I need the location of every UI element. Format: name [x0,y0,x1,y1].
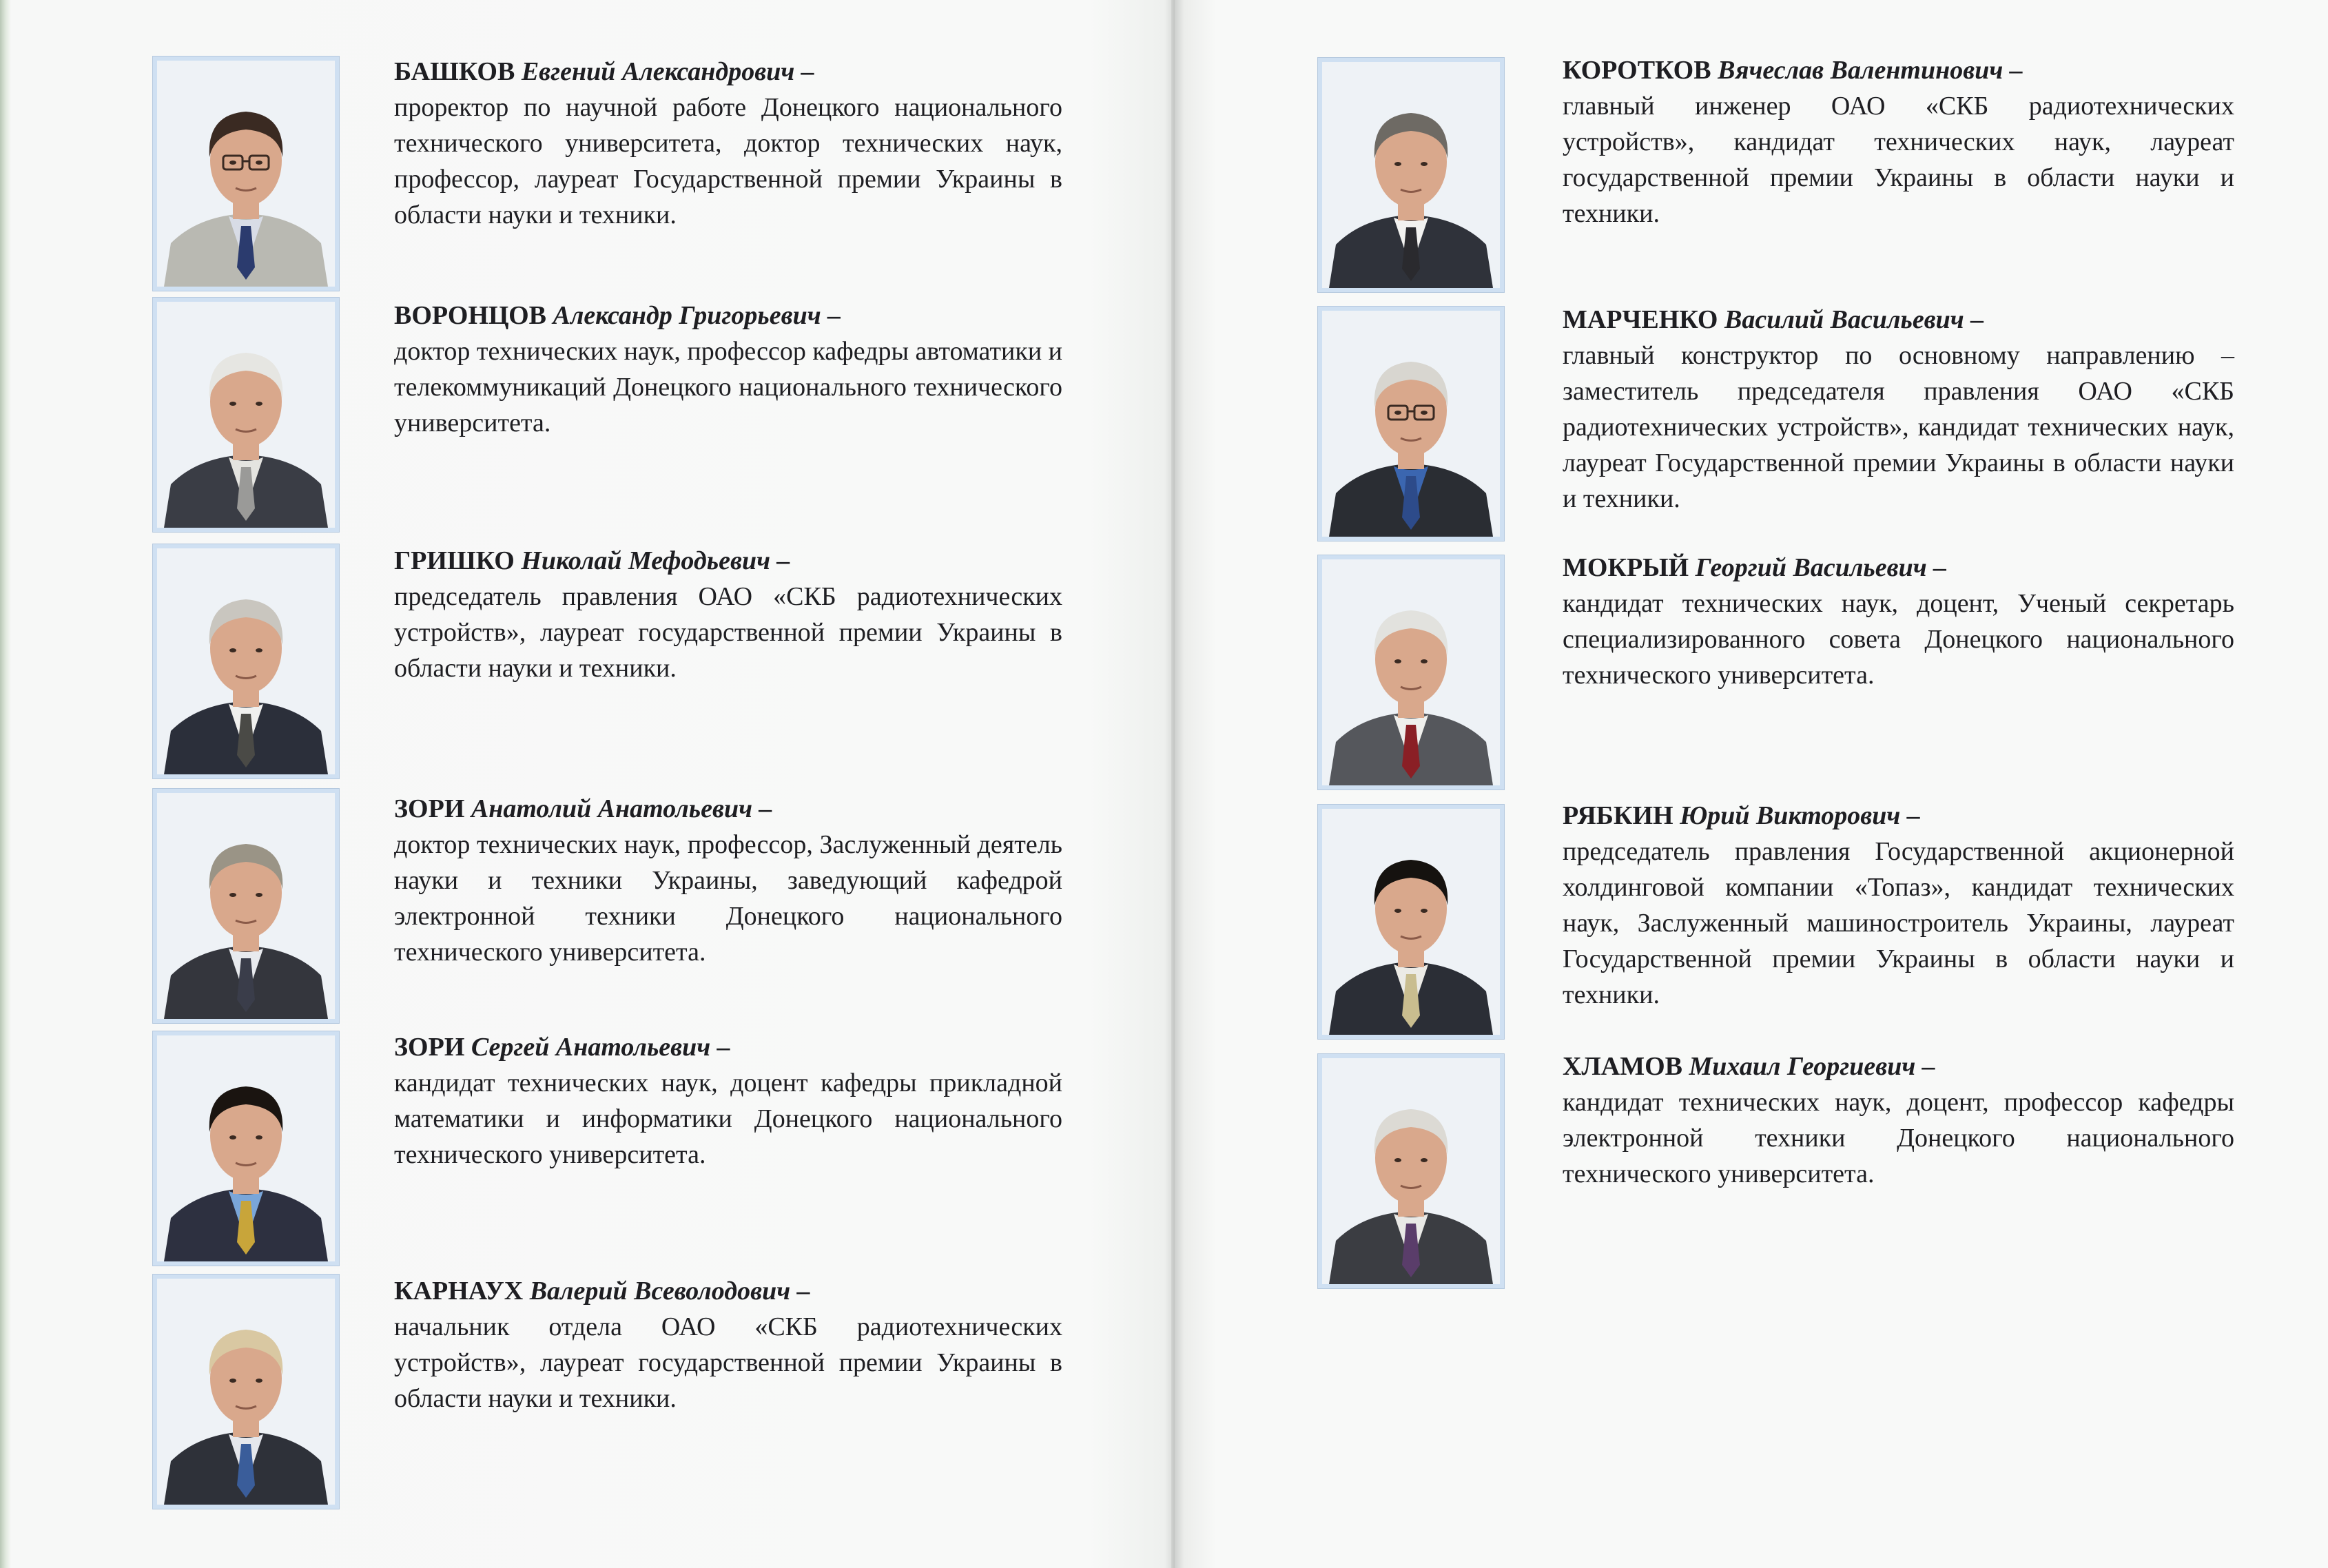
person-text [1563,798,2234,1013]
person-given-name: Евгений Александрович – [521,57,814,86]
portrait-photo [1318,555,1504,790]
eye-shape [1394,1158,1401,1162]
eye-shape [1394,659,1401,663]
portrait-silhouette [157,1035,335,1261]
person-text [1563,302,2234,517]
person-description: начальник отдела ОАО «СКБ радиотехнических устройств», лауреат государственной премии Украины в области науки и техники. [394,1312,1062,1413]
portrait-photo [153,1031,339,1266]
person-name [394,1273,1062,1309]
person-text [394,298,1062,441]
portrait-silhouette [157,61,335,287]
portrait-silhouette [1322,809,1500,1035]
portrait-silhouette [157,793,335,1019]
eye-shape [229,161,236,165]
eye-shape [256,402,262,406]
person-text [394,1029,1062,1173]
person-surname: БАШКОВ [394,57,515,86]
eye-shape [1421,162,1428,166]
person-given-name: Вячеслав Валентинович – [1718,56,2023,85]
person-name [394,543,1062,579]
person-description: кандидат технических наук, доцент кафедры прикладной математики и информатики Донецкого национального технического университета. [394,1069,1062,1169]
person-description: кандидат технических наук, доцент, Ученый секретарь специализированного совета Донецкого национального технического университета. [1563,589,2234,690]
person-text [394,54,1062,233]
person-description: проректор по научной работе Донецкого национального технического университета, доктор технических наук, профессор, лауреат Государственной премии Украины в области науки и техники. [394,93,1062,229]
person-surname: КАРНАУХ [394,1277,524,1306]
portrait-silhouette [157,548,335,774]
person-surname: ГРИШКО [394,546,515,575]
eye-shape [229,402,236,406]
person-given-name: Юрий Викторович – [1680,801,1920,830]
person-name [394,54,1062,90]
eye-shape [256,893,262,897]
portrait-photo [153,544,339,778]
person-text [1563,52,2234,231]
portrait-silhouette [1322,1058,1500,1284]
person-surname: ВОРОНЦОВ [394,301,546,330]
portrait-photo [153,56,339,291]
person-name [1563,52,2234,88]
person-surname: КОРОТКОВ [1563,56,1711,85]
person-text [394,543,1062,686]
eye-shape [229,1135,236,1139]
person-given-name: Михаил Георгиевич – [1689,1052,1935,1081]
person-name [394,791,1062,827]
person-text [394,1273,1062,1416]
person-surname: МОКРЫЙ [1563,553,1689,582]
eye-shape [1394,411,1401,415]
eye-shape [256,161,262,165]
eye-shape [1421,411,1428,415]
portrait-silhouette [157,1279,335,1505]
person-surname: ЗОРИ [394,1033,465,1062]
person-text [1563,550,2234,693]
eye-shape [1394,162,1401,166]
portrait-photo [153,1275,339,1509]
person-given-name: Валерий Всеволодович – [529,1277,810,1306]
person-given-name: Георгий Васильевич – [1695,553,1947,582]
eye-shape [256,648,262,652]
person-name [394,298,1062,333]
person-name [394,1029,1062,1065]
eye-shape [1421,1158,1428,1162]
eye-shape [229,893,236,897]
person-name [1563,798,2234,834]
eye-shape [256,1379,262,1383]
portrait-photo [1318,307,1504,541]
person-given-name: Анатолий Анатольевич – [471,794,772,823]
person-description: кандидат технических наук, доцент, профессор кафедры электронной техники Донецкого национального технического университета. [1563,1088,2234,1188]
person-name [1563,550,2234,586]
portrait-photo [1318,805,1504,1039]
person-given-name: Сергей Анатольевич – [471,1033,730,1062]
person-name [1563,302,2234,338]
person-description: главный инженер ОАО «СКБ радиотехнических устройств», кандидат технических наук, лауреат государственной премии Украины в области науки и техники. [1563,92,2234,228]
person-name [1563,1049,2234,1084]
person-text [1563,1049,2234,1192]
person-surname: ЗОРИ [394,794,465,823]
portrait-photo [153,298,339,532]
person-description: главный конструктор по основному направлению – заместитель председателя правления ОАО «СКБ радиотехнических устройств», кандидат технических наук, лауреат Государственной премии Украины в области науки и техники. [1563,341,2234,513]
person-surname: ХЛАМОВ [1563,1052,1682,1081]
person-surname: РЯБКИН [1563,801,1673,830]
right-page [1175,0,2328,1568]
person-description: доктор технических наук, профессор, Заслуженный деятель науки и техники Украины, заведующий кафедрой электронной техники Донецкого национального технического университета. [394,830,1062,967]
eye-shape [1421,659,1428,663]
portrait-photo [1318,1054,1504,1288]
person-given-name: Александр Григорьевич – [553,301,841,330]
person-text [394,791,1062,970]
portrait-silhouette [1322,311,1500,537]
person-description: доктор технических наук, профессор кафедры автоматики и телекоммуникаций Донецкого национального технического университета. [394,337,1062,437]
eye-shape [1421,909,1428,913]
portrait-silhouette [1322,559,1500,785]
portrait-silhouette [157,302,335,528]
person-given-name: Николай Мефодьевич – [521,546,790,575]
portrait-silhouette [1322,62,1500,288]
person-description: председатель правления ОАО «СКБ радиотехнических устройств», лауреат государственной премии Украины в области науки и техники. [394,582,1062,683]
eye-shape [256,1135,262,1139]
portrait-photo [153,789,339,1023]
eye-shape [229,1379,236,1383]
eye-shape [1394,909,1401,913]
person-given-name: Василий Васильевич – [1724,305,1984,334]
person-description: председатель правления Государственной акционерной холдинговой компании «Топаз», кандидат технических наук, Заслуженный машиностроитель Украины, лауреат Государственной премии Украины в области науки и техники. [1563,837,2234,1009]
portrait-photo [1318,58,1504,292]
person-surname: МАРЧЕНКО [1563,305,1718,334]
eye-shape [229,648,236,652]
